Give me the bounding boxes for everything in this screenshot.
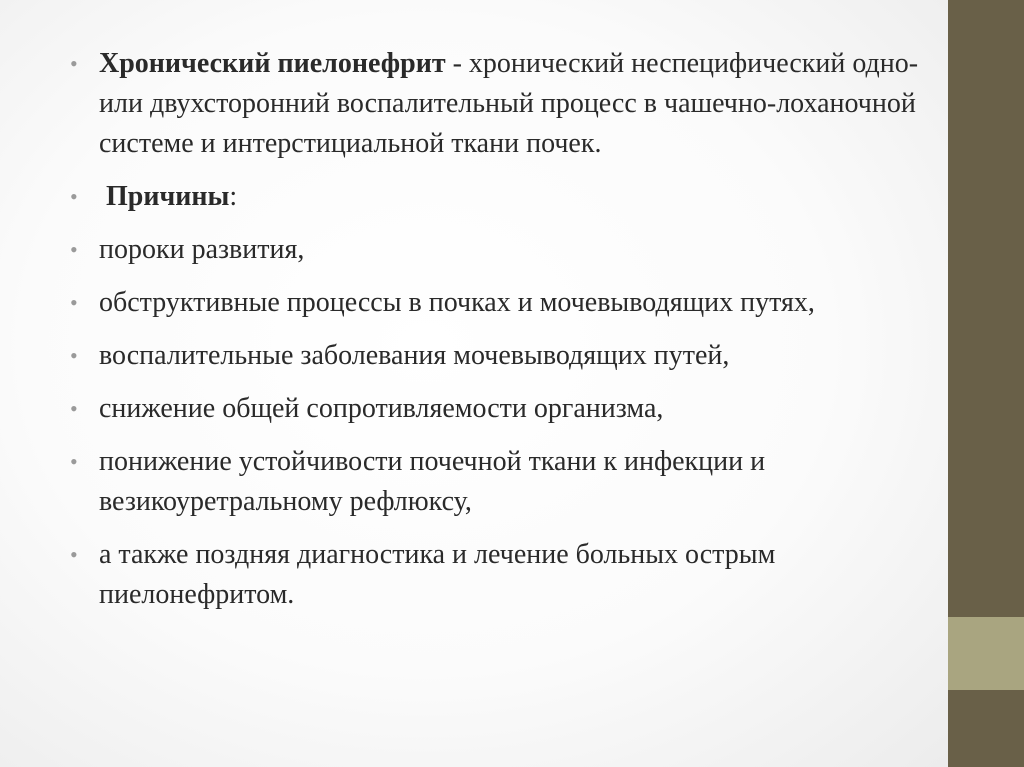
- cause-text: а также поздняя диагностика и лечение больных острым пиелонефритом.: [99, 539, 776, 610]
- bullet-icon: •: [70, 343, 78, 368]
- bullet-list: [70, 44, 930, 615]
- bullet-icon: •: [70, 396, 78, 421]
- bullet-icon: •: [70, 542, 78, 567]
- bullet-cause: [70, 389, 930, 429]
- cause-text: воспалительные заболевания мочевыводящих путей,: [99, 340, 730, 371]
- bullet-icon: •: [70, 290, 78, 315]
- cause-text: понижение устойчивости почечной ткани к инфекции и везикоуретральному рефлюксу,: [99, 446, 766, 517]
- causes-colon: :: [229, 181, 238, 212]
- bullet-cause: [70, 535, 930, 615]
- cause-text: обструктивные процессы в почках и мочевыводящих путях,: [99, 287, 815, 318]
- bullet-cause: [70, 336, 930, 376]
- cause-text: пороки развития,: [99, 234, 305, 265]
- bullet-causes-heading: [70, 177, 930, 217]
- bullet-icon: •: [70, 449, 78, 474]
- definition-text: - хронический неспецифический одно- или двухсторонний воспалительный процесс в чашечно-лоханочной системе и интерстициальной ткани почек.: [99, 48, 919, 159]
- slide-content: [70, 44, 930, 628]
- cause-text: снижение общей сопротивляемости организма,: [99, 393, 664, 424]
- bullet-icon: •: [70, 51, 78, 76]
- decorative-sidebar-accent: [948, 617, 1024, 690]
- bullet-cause: [70, 230, 930, 270]
- bullet-icon: •: [70, 184, 78, 209]
- bullet-cause: [70, 283, 930, 323]
- causes-heading: Причины: [99, 181, 230, 212]
- bullet-icon: •: [70, 237, 78, 262]
- term-bold: Хронический пиелонефрит: [99, 48, 446, 79]
- bullet-cause: [70, 442, 930, 522]
- bullet-definition: [70, 44, 930, 164]
